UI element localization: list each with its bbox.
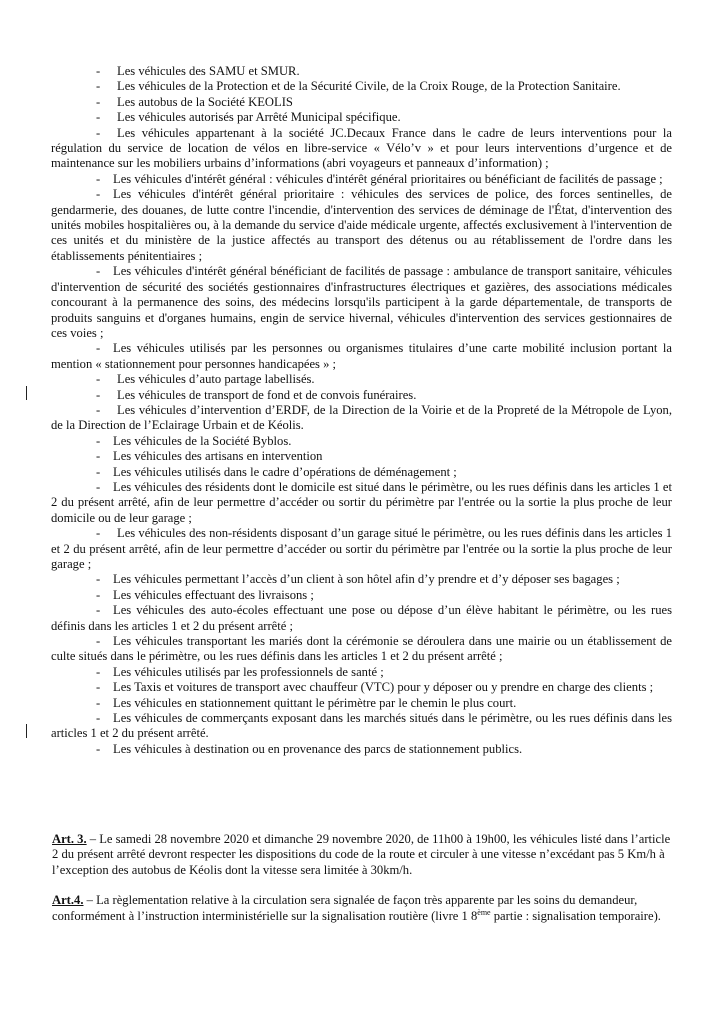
list-item: - Les Taxis et voitures de transport avec chauffeur (VTC) pour y déposer ou y prendre en charge des clients ;: [96, 680, 654, 695]
list-item: - Les véhicules utilisés par les personnes ou organismes titulaires d’une carte mobilité inclusion portant la mention « stationnement pour personnes handicapées » ;: [51, 341, 672, 371]
list-item: - Les véhicules utilisés par les professionnels de santé ;: [96, 664, 384, 679]
list-item: - Les véhicules utilisés dans le cadre d’opérations de déménagement ;: [96, 464, 457, 479]
list-item: - Les véhicules d'intérêt général : véhicules d'intérêt général prioritaires ou bénéficiant de facilités de passage ;: [96, 171, 663, 186]
list-item: - Les véhicules appartenant à la société JC.Decaux France dans le cadre de leurs interventions pour la régulation du service de location de vélos en libre-service « Vélo’v » et pour leurs interventions d’urgence et de maintenance sur les mobiliers urbains d’informations (abri voyageurs et panneaux d’information) ;: [51, 125, 672, 171]
list-item: - Les véhicules permettant l’accès d’un client à son hôtel afin d’y prendre et d’y déposer ses bagages ;: [96, 572, 620, 587]
list-item: - Les véhicules d’auto partage labellisés.: [96, 372, 315, 387]
article-3-label: Art. 3.: [52, 832, 87, 846]
article-4-superscript: ème: [477, 907, 491, 917]
list-item: - Les véhicules à destination ou en provenance des parcs de stationnement publics.: [96, 741, 523, 756]
list-item: - Les véhicules des auto-écoles effectuant une pose ou dépose d’un élève habitant le périmètre, ou les rues définis dans les articles 1 et 2 du présent arrêté ;: [51, 603, 672, 633]
article-4-text: – La règlementation relative à la circulation sera signalée de façon très apparente par les soins du demandeur, conformément à l’instruction interministérielle sur la signalisation routière (livre 1 8: [52, 893, 638, 923]
article-4-text-end: partie : signalisation temporaire).: [490, 908, 661, 923]
article-3-text: – Le samedi 28 novembre 2020 et dimanche 29 novembre 2020, de 11h00 à 19h00, les véhicules listé dans l’article 2 du présent arrêté devront respecter les dispositions du code de la route et circuler à une vitesse n’excédant pas 5 Km/h à l’exception des autobus de Kéolis dont la vitesse sera limitée à 30km/h.: [52, 832, 671, 877]
list-item: - Les véhicules transportant les mariés dont la cérémonie se déroulera dans une mairie ou un établissement de culte situés dans le périmètre, ou les rues définis dans les articles 1 et 2 du présent arrêté ;: [51, 634, 672, 664]
list-item: - Les véhicules d'intérêt général bénéficiant de facilités de passage : ambulance de transport sanitaire, véhicules d'intervention de sécurité des sociétés gestionnaires d'infrastructures électriques et gazières, des associations médicales concourant à la permanence des soins, des médecins lorsqu'ils participent à la garde départementale, de transports de produits sanguins et d'organes humains, engin de service hivernal, véhicules d'intervention des services gestionnaires de ces voies ;: [51, 264, 672, 340]
article-4: [52, 893, 672, 924]
list-item: - Les véhicules d'intérêt général prioritaire : véhicules des services de police, des forces sentinelles, de gendarmerie, des douanes, de lutte contre l'incendie, d'intervention des services de déminage de l'État, d'intervention des unités mobiles hospitalières ou, à la demande du service d'aide médicale urgente, affectés exclusivement à l'intervention de ces unités et du ministère de la justice affectés au transport des détenus ou au rétablissement de l'ordre dans les établissements pénitentiaires ;: [51, 187, 672, 263]
list-item: - Les véhicules effectuant des livraisons ;: [96, 587, 314, 602]
list-item: - Les véhicules de transport de fond et de convois funéraires.: [96, 387, 417, 402]
revision-bar: [26, 724, 27, 738]
revision-bar: [26, 386, 27, 400]
vehicle-exemption-list: [51, 64, 672, 757]
list-item: - Les véhicules de commerçants exposant dans les marchés situés dans le périmètre, ou les rues définis dans les articles 1 et 2 du présent arrêté.: [51, 711, 672, 741]
list-item: - Les véhicules des résidents dont le domicile est situé dans le périmètre, ou les rues définis dans les articles 1 et 2 du présent arrêté, afin de leur permettre d’accéder ou sortir du périmètre par l'entrée ou la sortie la plus proche de leur domicile ou de leur garage ;: [51, 479, 672, 525]
list-item: - Les véhicules des SAMU et SMUR.: [96, 64, 300, 78]
article-3: [52, 832, 672, 878]
list-item: - Les véhicules des non-résidents disposant d’un garage situé le périmètre, ou les rues définis dans les articles 1 et 2 du présent arrêté, afin de leur permettre d’accéder ou sortir du périmètre par l'entrée ou la sortie la plus proche de leur garage ;: [51, 526, 672, 571]
list-item: - Les véhicules d’intervention d’ERDF, de la Direction de la Voirie et de la Propreté de la Métropole de Lyon, de la Direction de l’Eclairage Urbain et de Kéolis.: [51, 402, 672, 433]
list-item: - Les véhicules des artisans en intervention: [96, 449, 323, 464]
article-4-label: Art.4.: [52, 893, 84, 908]
list-item: - Les autobus de la Société KEOLIS: [96, 94, 293, 109]
list-item: - Les véhicules de la Société Byblos.: [96, 433, 292, 448]
articles-section: [52, 832, 672, 939]
list-item: - Les véhicules de la Protection et de la Sécurité Civile, de la Croix Rouge, de la Protection Sanitaire.: [96, 79, 621, 94]
list-item: - Les véhicules en stationnement quittant le périmètre par le chemin le plus court.: [96, 695, 517, 710]
list-item: - Les véhicules autorisés par Arrêté Municipal spécifique.: [96, 110, 401, 125]
